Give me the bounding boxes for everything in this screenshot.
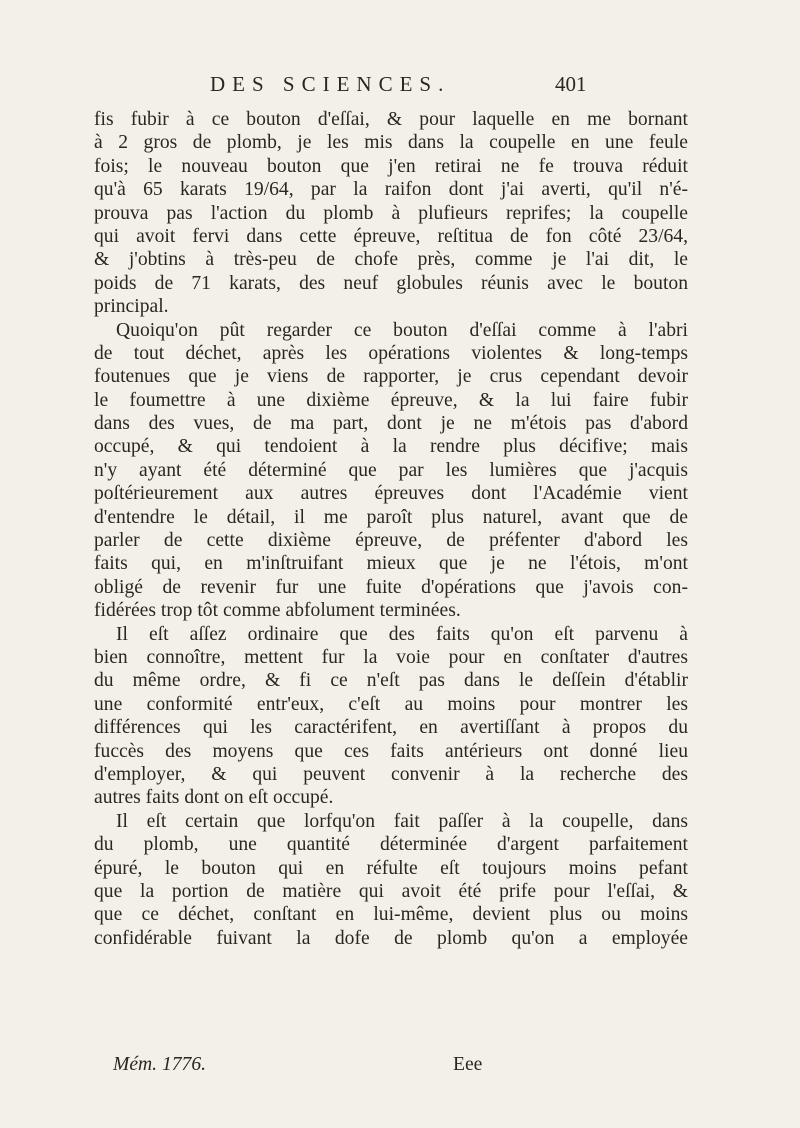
text-line: d'employer, & qui peuvent convenir à la recherche des bbox=[94, 763, 688, 785]
text-line: poids de 71 karats, des neuf globules réunis avec le bouton bbox=[94, 272, 688, 294]
text-line: & j'obtins à très-peu de chofe près, comme je l'ai dit, le bbox=[94, 249, 688, 271]
text-line: d'entendre le détail, il me paroît plus naturel, avant que de bbox=[94, 506, 688, 528]
text-line: prouva pas l'action du plomb à plufieurs reprifes; la coupelle bbox=[94, 202, 688, 224]
text-line: poſtérieurement aux autres épreuves dont l'Académie vient bbox=[94, 483, 688, 505]
volume-signature: Mém. 1776. bbox=[113, 1054, 207, 1075]
text-line: n'y ayant été déterminé que par les lumières que j'acquis bbox=[94, 459, 688, 481]
text-line: autres faits dont on eſt occupé. bbox=[94, 787, 334, 809]
body-text bbox=[94, 108, 688, 950]
text-line: fuccès des moyens que ces faits antérieurs ont donné lieu bbox=[94, 740, 688, 762]
text-line: une conformité entr'eux, c'eſt au moins pour montrer les bbox=[94, 693, 688, 715]
text-line: obligé de revenir fur une fuite d'opérations que j'avois con- bbox=[94, 576, 688, 598]
text-line: épuré, le bouton qui en réfulte eſt toujours moins pefant bbox=[94, 857, 688, 879]
text-line: à 2 gros de plomb, je les mis dans la coupelle en une feule bbox=[94, 132, 688, 154]
text-line: Il eſt certain que lorfqu'on fait paſſer à la coupelle, dans bbox=[116, 810, 688, 832]
text-line: qui avoit fervi dans cette épreuve, reſtitua de fon côté 23/64, bbox=[94, 225, 688, 247]
text-line: parler de cette dixième épreuve, de préfenter d'abord les bbox=[94, 530, 688, 552]
text-line: confidérable fuivant la dofe de plomb qu'on a employée bbox=[94, 927, 688, 949]
running-header bbox=[0, 72, 800, 112]
running-title: DES SCIENCES. bbox=[210, 72, 451, 96]
text-line: le foumettre à une dixième épreuve, & la lui faire fubir bbox=[94, 389, 688, 411]
text-line: qu'à 65 karats 19/64, par la raifon dont j'ai averti, qu'il n'é- bbox=[94, 179, 688, 201]
text-line: du même ordre, & fi ce n'eſt pas dans le deſſein d'établir bbox=[94, 670, 688, 692]
text-line: fis fubir à ce bouton d'eſſai, & pour laquelle en me bornant bbox=[94, 109, 688, 130]
text-line: dans des vues, de ma part, dont je ne m'étois pas d'abord bbox=[94, 413, 688, 435]
text-line: que ce déchet, conſtant en lui-même, devient plus ou moins bbox=[94, 904, 688, 926]
text-line: bien connoître, mettent fur la voie pour en conſtater d'autres bbox=[94, 646, 688, 668]
page-number: 401 bbox=[555, 72, 587, 96]
text-line: du plomb, une quantité déterminée d'argent parfaitement bbox=[94, 834, 688, 856]
text-line: de tout déchet, après les opérations violentes & long-temps bbox=[94, 342, 688, 364]
gathering-signature: Eee bbox=[453, 1054, 483, 1075]
text-line: faits qui, en m'inſtruifant mieux que je ne l'étois, m'ont bbox=[94, 553, 688, 575]
text-line: Il eſt aſſez ordinaire que des faits qu'on eſt parvenu à bbox=[116, 623, 688, 645]
text-line: foutenues que je viens de rapporter, je crus cependant devoir bbox=[94, 366, 688, 388]
text-line: que la portion de matière qui avoit été prife pour l'eſſai, & bbox=[94, 880, 688, 902]
text-line: principal. bbox=[94, 296, 169, 318]
text-line: Quoiqu'on pût regarder ce bouton d'eſſai comme à l'abri bbox=[116, 319, 688, 341]
text-line: fidérées trop tôt comme abfolument terminées. bbox=[94, 600, 461, 622]
page-footer bbox=[113, 1054, 693, 1080]
text-line: fois; le nouveau bouton que j'en retirai ne fe trouva réduit bbox=[94, 155, 688, 177]
text-line: différences qui les caractérifent, en avertiſſant à propos du bbox=[94, 717, 688, 739]
text-line: occupé, & qui tendoient à la rendre plus décifive; mais bbox=[94, 436, 688, 458]
